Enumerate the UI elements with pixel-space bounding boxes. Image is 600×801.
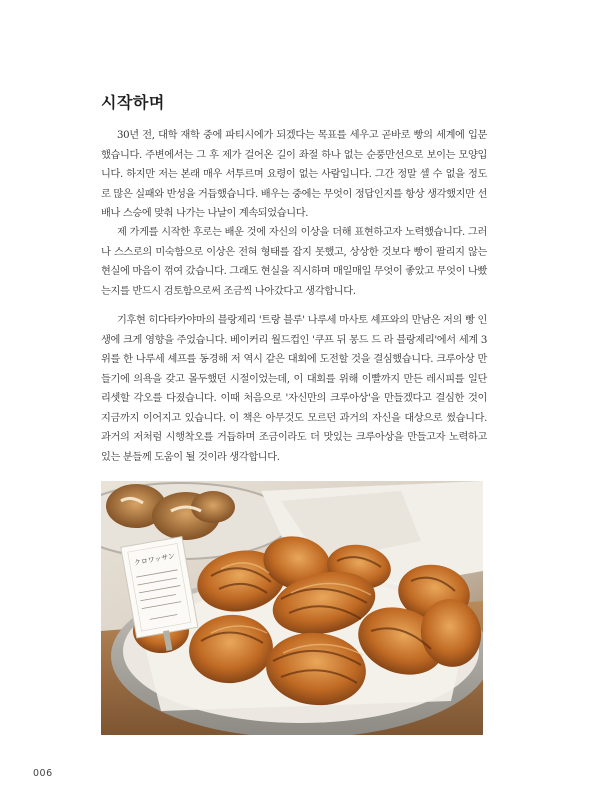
croissant-photo (101, 481, 483, 735)
section-title: 시작하며 (101, 93, 165, 112)
intro-paragraph-3: 기후현 히다타카야마의 블랑제리 '트랑 블루' 나루세 마사토 셰프와의 만남은 저의 빵 인생에 크게 영향을 주었습니다. 베이커리 월드컵인 '쿠프 뒤 몽드 드 라 블랑제리'에서 세계 3위를 한 나루세 셰프를 동경해 저 역시 같은 대회에 도전할 것을 결심했습니다. 크루아상 만들기에 의욕을 갖고 몰두했던 시절이었는데, 이 대회를 위해 이빨까지 만든 레시피를 일단 리셋할 각오를 다졌습니다. 이때 처음으로 '자신만의 크루아상'을 만들겠다고 결심한 것이 지금까지 이어지고 있습니다. 이 책은 아무것도 모르던 과거의 자신을 대상으로 썼습니다. 과거의 저처럼 시행착오를 거듭하며 조금이라도 더 맛있는 크루아상을 만들고자 노력하고 있는 분들께 도움이 될 것이라 생각합니다. (101, 315, 487, 463)
intro-paragraph-2: 제 가게를 시작한 후로는 배운 것에 자신의 이상을 더해 표현하고자 노력했습니다. 그러나 스스로의 미숙함으로 이상은 전혀 형태를 잡지 못했고, 상상한 것보다 빵이 팔리지 않는 현실에 마음이 꺾여 갔습니다. 그래도 현실을 직시하며 매일매일 무엇이 좋았고 무엇이 나빴는지를 반드시 검토함으로써 조금씩 나아갔다고 생각합니다. (101, 227, 487, 297)
sign-title: クロワッサン (133, 552, 176, 568)
page-number: 006 (33, 768, 53, 779)
intro-paragraph-1: 30년 전, 대학 재학 중에 파티시에가 되겠다는 목표를 세우고 곧바로 빵의 세계에 입문했습니다. 주변에서는 그 후 제가 걸어온 길이 좌절 하나 없는 순풍만선으로 보이는 모양입니다. 하지만 저는 본래 매우 서투르며 요령이 없는 사람입니다. 그간 정말 셀 수 없을 정도로 많은 실패와 반성을 거듭했습니다. 배우는 중에는 무엇이 정답인지를 항상 생각했지만 선배나 스승에 맞춰 나가는 나날이 계속되었습니다. (101, 130, 487, 219)
